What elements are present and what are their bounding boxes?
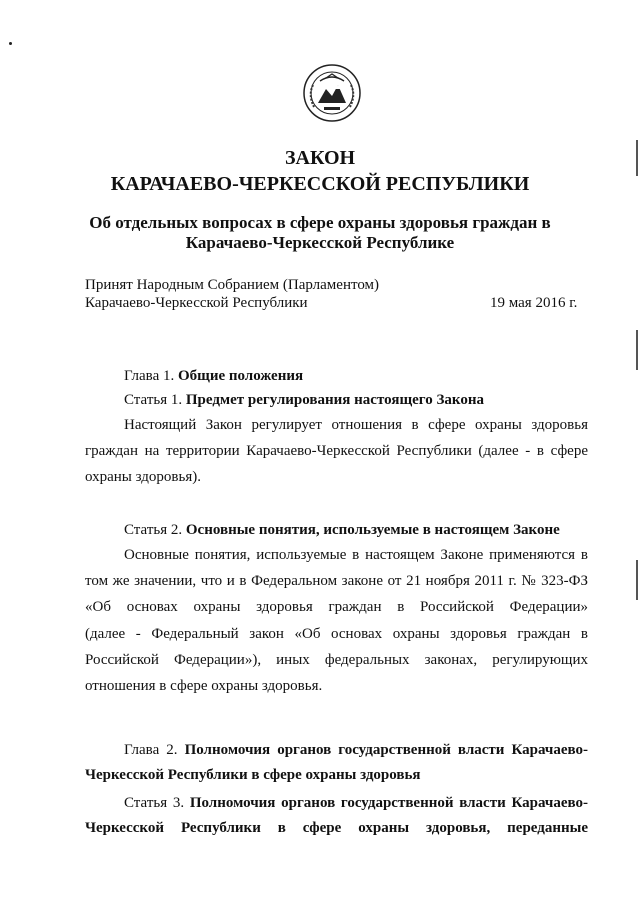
article-2-title: Основные понятия, используемые в настоящем Законе: [185, 522, 560, 538]
adoption-line-1: Принят Народным Собранием (Парламентом): [85, 277, 380, 293]
law-label: ЗАКОН: [284, 147, 356, 169]
article-1-text-line: охраны здоровья).: [85, 469, 201, 485]
article-2-text-line: Российской Федерации»), иных федеральных законах, регулирующих: [85, 652, 588, 668]
scan-edge-mark: [636, 330, 638, 370]
article-3-prefix: Статья 3.: [124, 795, 185, 811]
article-2-text-line: (далее - Федеральный закон «Об основах охраны здоровья граждан в: [85, 626, 588, 642]
chapter-1-title: Общие положения: [177, 368, 304, 384]
adoption-line-2: Карачаево-Черкесской Республики: [85, 295, 308, 311]
article-2-prefix: Статья 2.: [124, 522, 183, 538]
article-2-text-line: Основные понятия, используемые в настоящем Законе применяются в: [124, 547, 588, 563]
chapter-1-prefix: Глава 1.: [124, 368, 175, 384]
scan-edge-mark: [636, 560, 638, 600]
article-1-text-line: граждан на территории Карачаево-Черкесской Республики (далее - в сфере: [85, 443, 588, 459]
law-subtitle-line-2: Карачаево-Черкесской Республике: [185, 233, 455, 252]
chapter-1-heading: [124, 367, 303, 385]
coat-of-arms-emblem: [302, 63, 362, 123]
chapter-2-prefix: Глава 2.: [124, 742, 178, 758]
article-2-heading: [124, 521, 560, 539]
article-1-text-line: Настоящий Закон регулирует отношения в сфере охраны здоровья: [124, 417, 588, 433]
article-2-text-line: «Об основах охраны здоровья граждан в Российской Федерации»: [85, 599, 588, 615]
article-3-title-line-1: Полномочия органов государственной власти Карачаево-: [189, 795, 588, 811]
chapter-2-heading-line-1: [124, 741, 588, 759]
article-1-title: Предмет регулирования настоящего Закона: [185, 392, 484, 408]
law-subtitle-line-1: Об отдельных вопросах в сфере охраны здоровья граждан в: [89, 213, 551, 232]
republic-title: КАРАЧАЕВО-ЧЕРКЕССКОЙ РЕСПУБЛИКИ: [110, 173, 530, 195]
adoption-date: 19 мая 2016 г.: [490, 295, 578, 311]
article-1-heading: [124, 391, 484, 409]
article-2-text-line: отношения в сфере охраны здоровья.: [85, 678, 323, 694]
chapter-2-title-line-1: Полномочия органов государственной власти Карачаево-: [184, 742, 588, 758]
article-3-title-line-2: Черкесской Республики в сфере охраны здоровья, переданные: [85, 820, 588, 836]
article-3-heading-line-1: [124, 794, 588, 812]
chapter-2-title-line-2: Черкесской Республики в сфере охраны здоровья: [85, 767, 421, 783]
article-2-text-line: том же значении, что и в Федеральном законе от 21 ноября 2011 г. № 323-ФЗ: [85, 573, 588, 589]
scan-artifact-dot: [9, 42, 12, 45]
article-1-prefix: Статья 1.: [124, 392, 183, 408]
